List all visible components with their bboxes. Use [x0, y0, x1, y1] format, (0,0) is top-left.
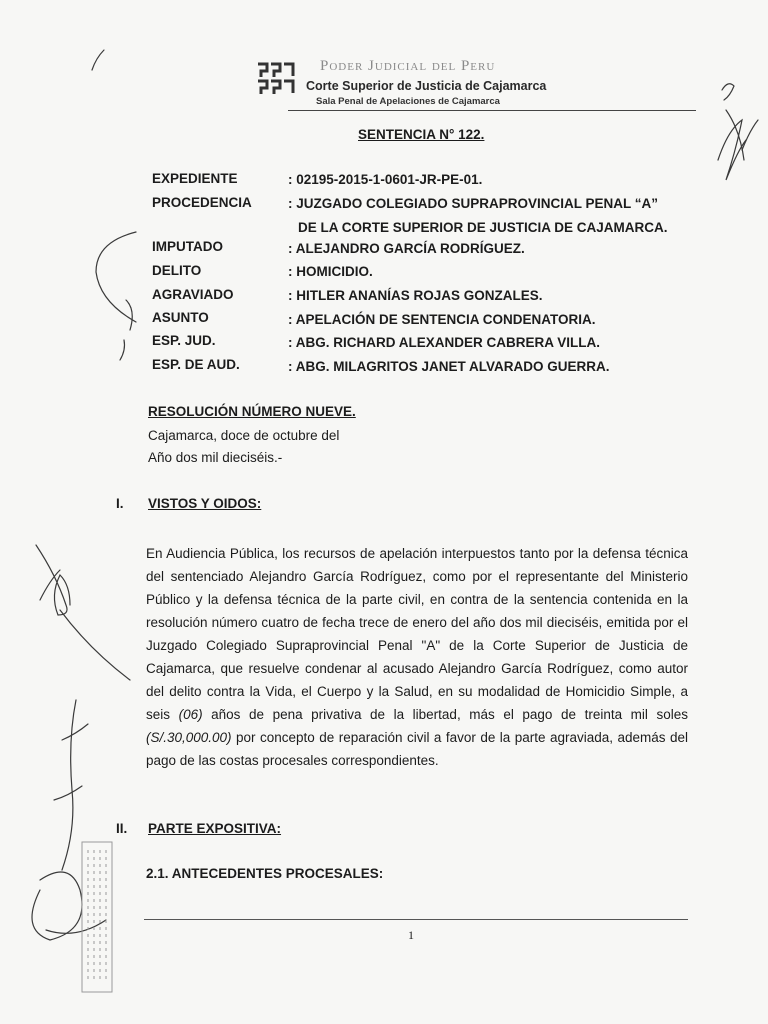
resolution-date-line2: Año dos mil dieciséis.- [148, 450, 283, 465]
label-imputado: IMPUTADO [152, 239, 223, 254]
label-esp-jud: ESP. JUD. [152, 333, 216, 348]
value-esp-jud: : ABG. RICHARD ALEXANDER CABRERA VILLA. [288, 335, 600, 350]
label-delito: DELITO [152, 263, 202, 278]
sentence-title: SENTENCIA N° 122. [358, 127, 485, 142]
value-expediente: : 02195-2015-1-0601-JR-PE-01. [288, 172, 483, 187]
page-number: 1 [408, 928, 414, 942]
institution-name: Poder Judicial del Peru [320, 58, 496, 74]
value-imputado: : ALEJANDRO GARCÍA RODRÍGUEZ. [288, 241, 525, 256]
resolution-date-line1: Cajamarca, doce de octubre del [148, 428, 340, 443]
value-agraviado: : HITLER ANANÍAS ROJAS GONZALES. [288, 288, 543, 303]
label-agraviado: AGRAVIADO [152, 287, 234, 302]
label-esp-aud: ESP. DE AUD. [152, 357, 240, 372]
poder-judicial-logo [256, 62, 300, 96]
court-name: Corte Superior de Justicia de Cajamarca [306, 79, 547, 93]
value-esp-aud: : ABG. MILAGRITOS JANET ALVARADO GUERRA. [288, 359, 610, 374]
footer-divider [144, 919, 688, 920]
section-2-title: PARTE EXPOSITIVA: [148, 821, 282, 836]
value-delito: : HOMICIDIO. [288, 264, 373, 279]
paragraph-text-3: por concepto de reparación civil a favor de la parte agraviada, además del pago de las costas procesales correspondientes. [146, 730, 688, 768]
value-procedencia: : JUZGADO COLEGIADO SUPRAPROVINCIAL PENAL “A” [288, 196, 659, 211]
section-1-number: I. [116, 496, 124, 511]
section-2-number: II. [116, 821, 128, 836]
paragraph-text-1: En Audiencia Pública, los recursos de apelación interpuestos tanto por la defensa técnica del sentenciado Alejandro García Rodríguez, como por el representante del Ministerio Público y la defensa técnica de la parte civil, en contra de la sentencia contenida en la resolución número cuatro de fecha trece de enero del año dos mil dieciséis, emitida por el Juzgado Colegiado Supraprovincial Penal "A" de la Corte Superior de Justicia de Cajamarca, que resuelve condenar al acusado Alejandro García Rodríguez, como autor del delito contra la Vida, el Cuerpo y la Salud, en su modalidad de Homicidio Simple, a seis [146, 546, 688, 722]
label-expediente: EXPEDIENTE [152, 171, 238, 186]
resolution-title: RESOLUCIÓN NÚMERO NUEVE. [148, 404, 356, 419]
label-procedencia: PROCEDENCIA [152, 195, 252, 210]
value-asunto: : APELACIÓN DE SENTENCIA CONDENATORIA. [288, 312, 596, 327]
header-divider [288, 110, 696, 111]
paragraph-text-2: años de pena privativa de la libertad, más el pago de treinta mil soles [202, 707, 688, 722]
subsection-title: 2.1. ANTECEDENTES PROCESALES: [146, 866, 384, 881]
label-asunto: ASUNTO [152, 310, 209, 325]
paragraph-amount: (S/.30,000.00) [146, 730, 232, 745]
paragraph-years: (06) [178, 707, 203, 722]
value-procedencia-line2: DE LA CORTE SUPERIOR DE JUSTICIA DE CAJAMARCA. [298, 220, 668, 235]
section-1-title: VISTOS Y OIDOS: [148, 496, 262, 511]
body-paragraph [146, 542, 688, 772]
sala-name: Sala Penal de Apelaciones de Cajamarca [316, 96, 500, 107]
